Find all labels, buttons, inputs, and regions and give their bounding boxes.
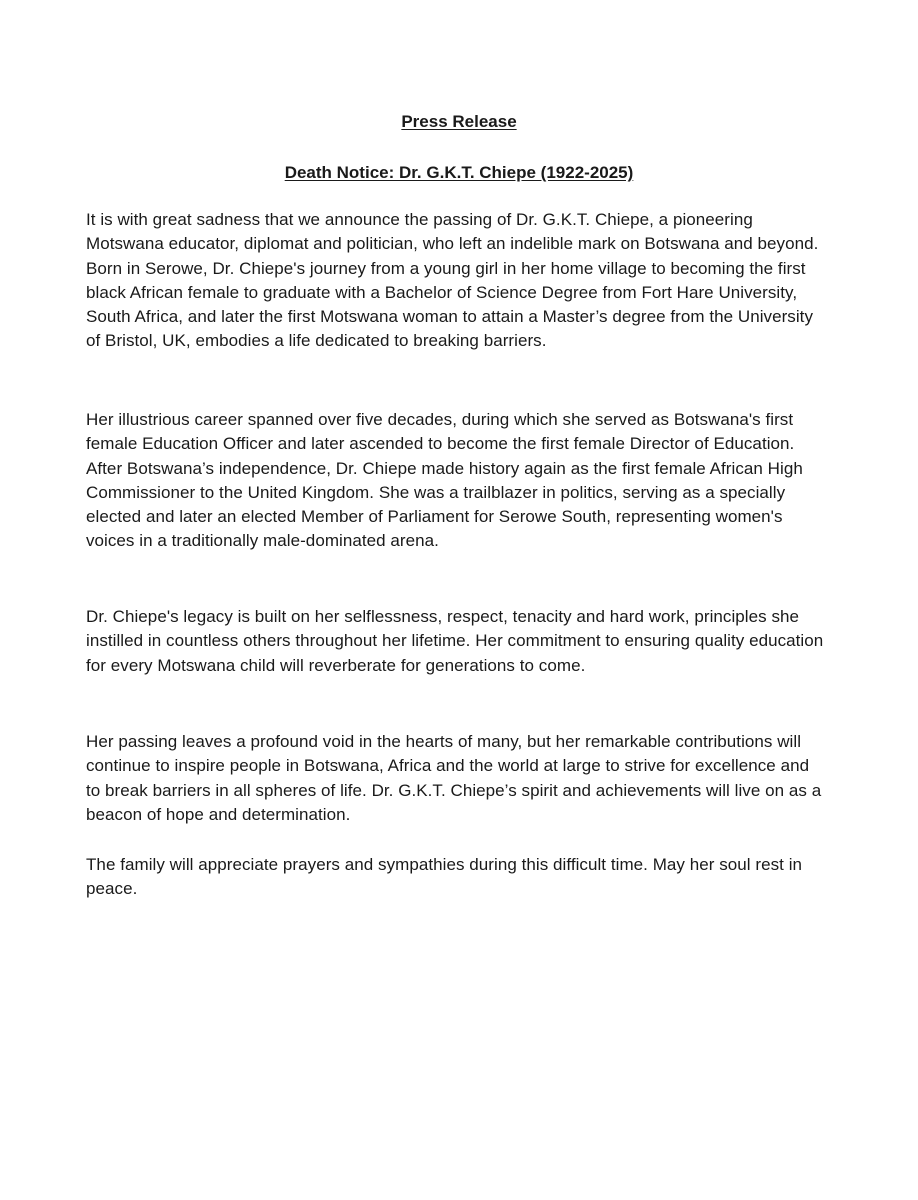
paragraph-legacy: Dr. Chiepe's legacy is built on her selflessness, respect, tenacity and hard work, principles she instilled in countless others throughout her lifetime. Her commitment to ensuring quality education for every Motswana child will reverberate for generations to come. (86, 607, 824, 675)
press-release-title-text: Press Release (401, 112, 517, 131)
death-notice-heading (0, 163, 918, 183)
death-notice-heading-text: Death Notice: Dr. G.K.T. Chiepe (1922-2025) (284, 163, 634, 182)
paragraph-family-message: The family will appreciate prayers and sympathies during this difficult time. May her soul rest in peace. (86, 855, 803, 899)
press-release-title (0, 112, 918, 132)
paragraph-career: Her illustrious career spanned over five decades, during which she served as Botswana's first female Education Officer and later ascended to become the first female Director of Education. After Botswana’s independence, Dr. Chiepe made history again as the first female African High Commissioner to the United Kingdom. She was a trailblazer in politics, serving as a specially elected and later an elected Member of Parliament for Serowe South, representing women's voices in a traditionally male-dominated arena. (86, 410, 803, 551)
paragraph-tribute: Her passing leaves a profound void in the hearts of many, but her remarkable contributions will continue to inspire people in Botswana, Africa and the world at large to strive for excellence and to break barriers in all spheres of life. Dr. G.K.T. Chiepe’s spirit and achievements will live on as a beacon of hope and determination. (86, 732, 822, 824)
paragraph-announcement: It is with great sadness that we announce the passing of Dr. G.K.T. Chiepe, a pioneering Motswana educator, diplomat and politician, who left an indelible mark on Botswana and beyond. Born in Serowe, Dr. Chiepe's journey from a young girl in her home village to becoming the first black African female to graduate with a Bachelor of Science Degree from Fort Hare University, South Africa, and later the first Motswana woman to attain a Master’s degree from the University of Bristol, UK, embodies a life dedicated to breaking barriers. (86, 210, 819, 351)
